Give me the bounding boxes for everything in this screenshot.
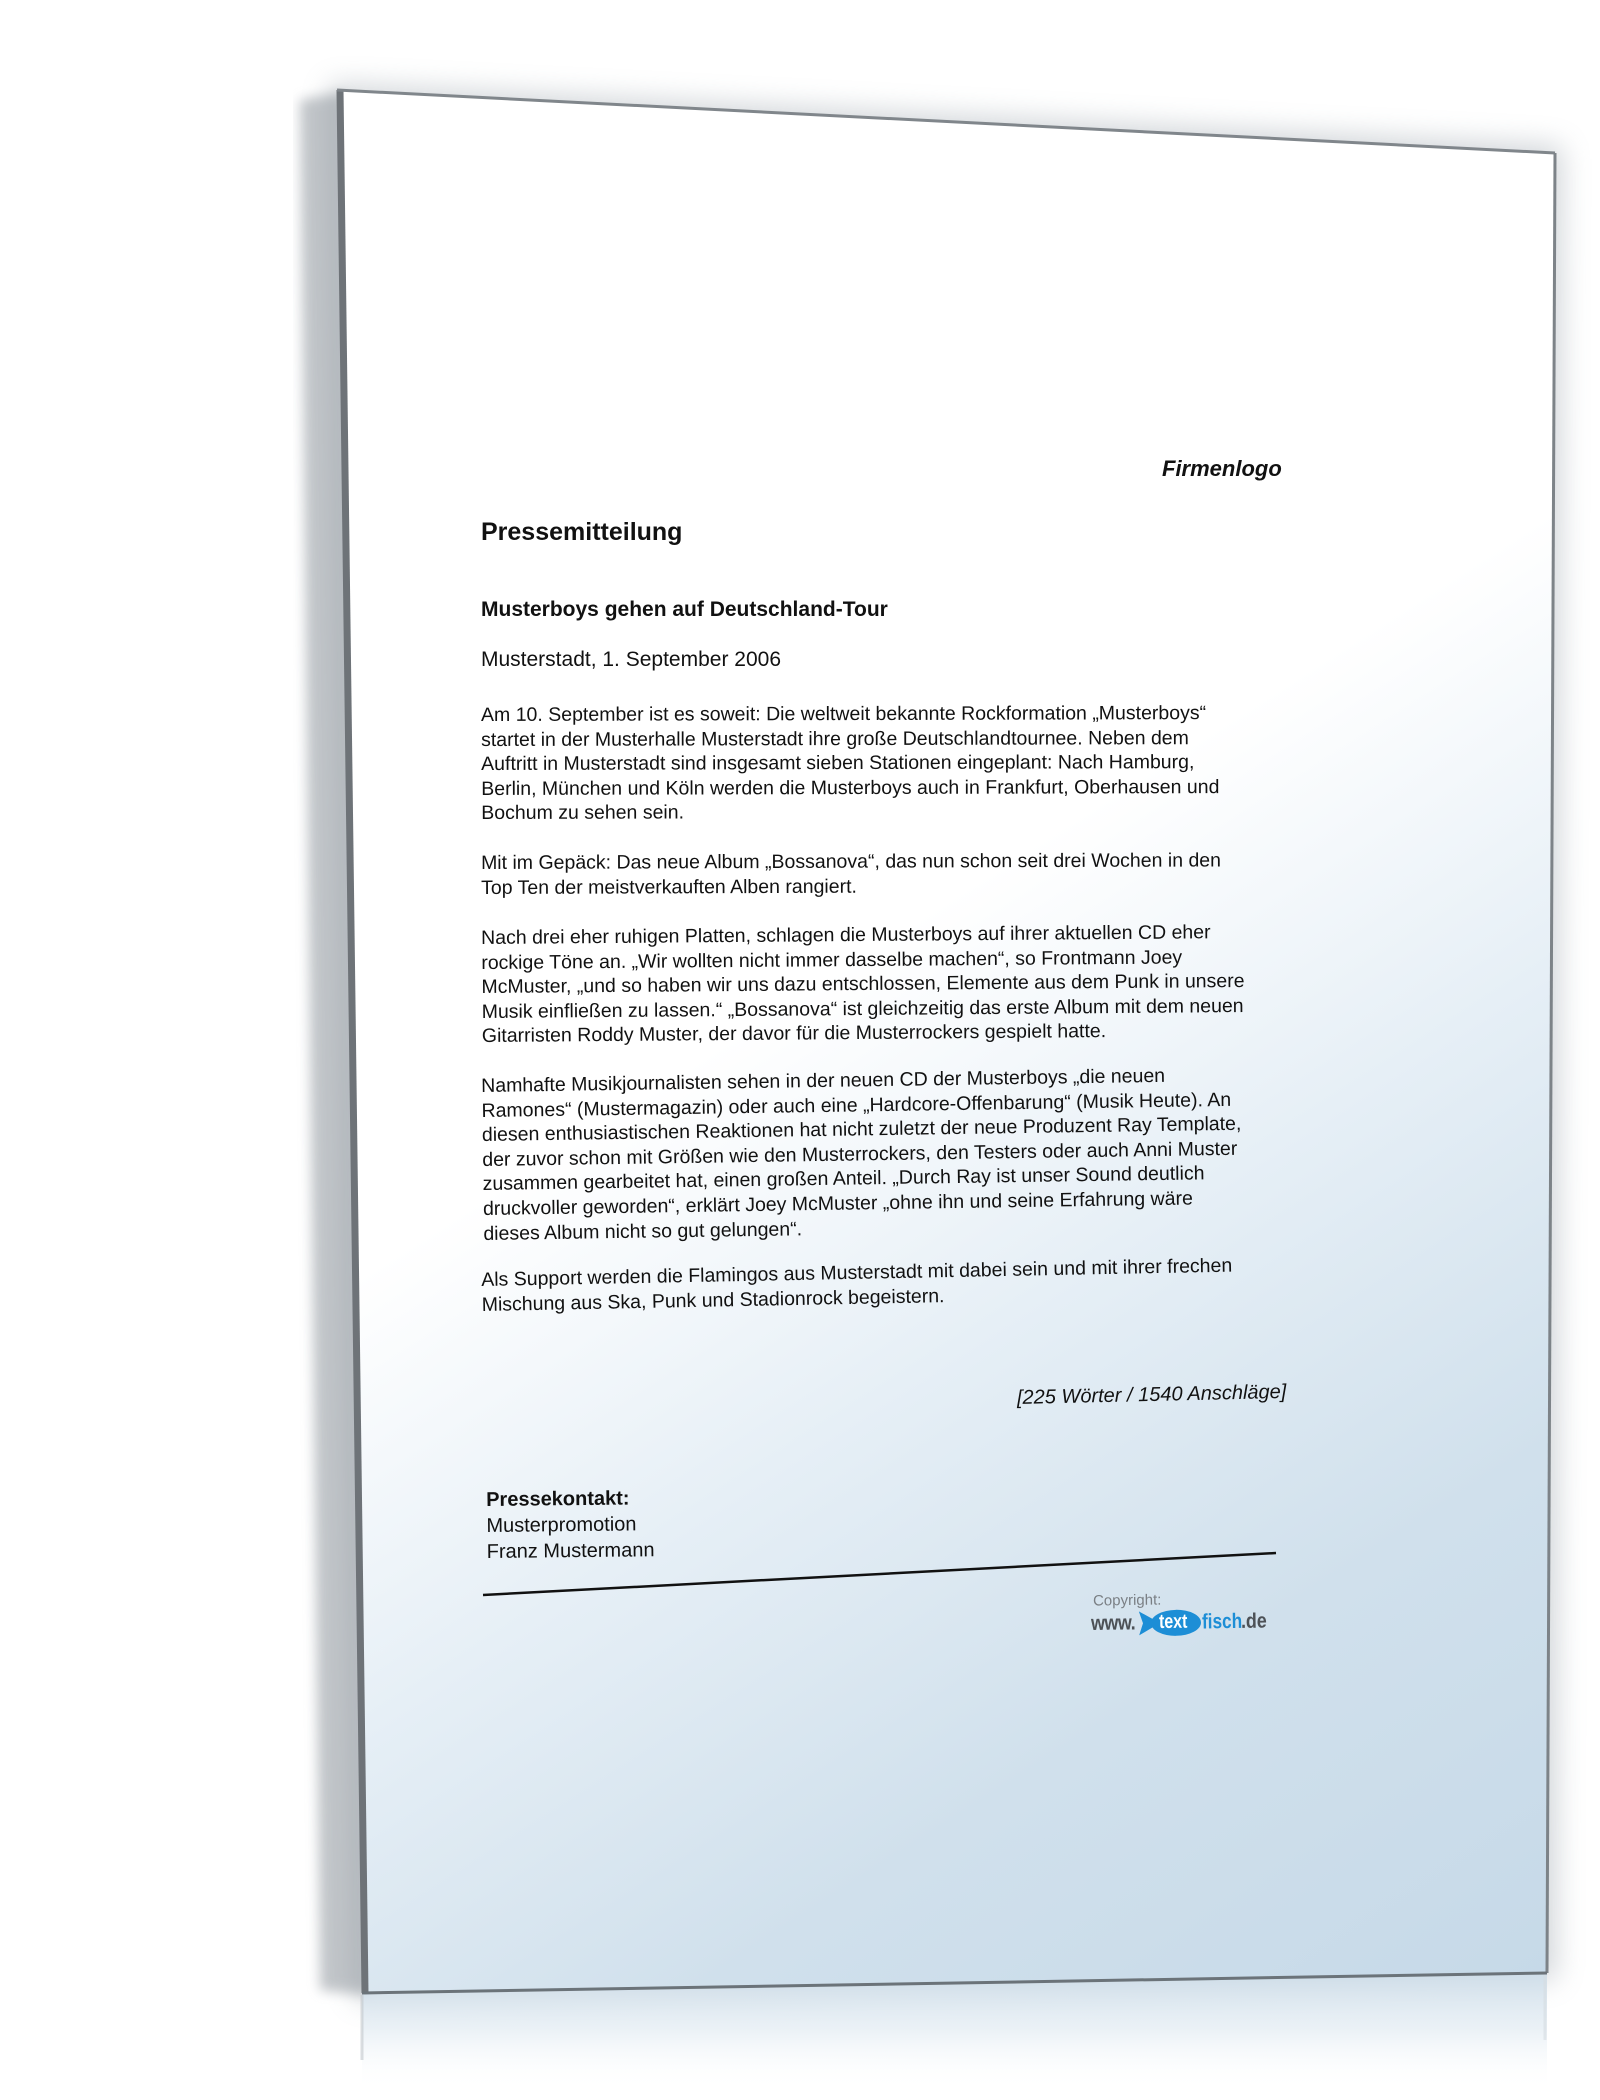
- text-line: Als Support werden die Flamingos aus Musterstadt mit dabei sein und mit ihrer frechen: [481, 1254, 1233, 1291]
- text-line: startet in der Musterhalle Musterstadt ihre große Deutschlandtournee. Neben dem: [481, 726, 1189, 751]
- textfisch-logo: [1091, 1607, 1272, 1638]
- text-line: Ramones“ (Mustermagazin) oder auch eine „Hardcore-Offenbarung“ (Musik Heute). An: [481, 1088, 1232, 1122]
- paragraph-2: [481, 848, 1221, 900]
- text-line: Mit im Gepäck: Das neue Album „Bossanova“, das nun schon seit drei Wochen in den: [481, 849, 1222, 874]
- press-release-headline: Musterboys gehen auf Deutschland-Tour: [481, 598, 888, 621]
- text-line: zusammen gearbeitet hat, einen großen Anteil. „Durch Ray ist unser Sound deutlich: [482, 1162, 1205, 1196]
- text-line: Am 10. September ist es soweit: Die weltweit bekannte Rockformation „Musterboys“: [481, 702, 1207, 726]
- paragraph-4: [481, 1063, 1243, 1246]
- text-line: Auftritt in Musterstadt sind insgesamt sieben Stationen eingeplant: Nach Hamburg,: [481, 751, 1195, 776]
- copyright-label: Copyright:: [1092, 1591, 1162, 1610]
- press-contact-company: Musterpromotion: [486, 1513, 637, 1537]
- paragraph-3: [481, 920, 1245, 1049]
- paragraph-1: [481, 701, 1220, 826]
- word-count: [225 Wörter / 1540 Anschläge]: [1016, 1380, 1287, 1409]
- text-line: der zuvor schon mit Größen wie den Musterrockers, den Testers oder auch Anni Muster: [482, 1137, 1238, 1171]
- text-line: McMuster, „und so haben wir uns dazu entschlossen, Elemente aus dem Punk in unsere: [481, 970, 1245, 999]
- logo-www: www.: [1090, 1611, 1136, 1635]
- text-line: diesen enthusiastischen Reaktionen hat nicht zuletzt der neue Produzent Ray Template,: [481, 1112, 1242, 1147]
- text-line: Bochum zu sehen sein.: [481, 801, 685, 825]
- text-line: rockige Töne an. „Wir wollten nicht immer dasselbe machen“, so Frontmann Joey: [481, 946, 1183, 974]
- text-line: Nach drei eher ruhigen Platten, schlagen die Musterboys auf ihrer aktuellen CD eher: [481, 921, 1211, 949]
- logo-fisch: fisch: [1201, 1609, 1243, 1634]
- text-line: dieses Album nicht so gut gelungen“.: [483, 1217, 803, 1245]
- text-line: Gitarristen Roddy Muster, der davor für die Musterrockers gespielt hatte.: [481, 1020, 1107, 1048]
- text-line: Berlin, München und Köln werden die Musterboys auch in Frankfurt, Oberhausen und: [481, 775, 1220, 800]
- text-line: druckvoller geworden“, erklärt Joey McMuster „ohne ihn und seine Erfahrung wäre: [482, 1187, 1194, 1220]
- text-line: Musik einfließen zu lassen.“ „Bossanova“ ist gleichzeitig das erste Album mit dem neuen: [481, 994, 1244, 1023]
- press-contact-name: Franz Mustermann: [486, 1539, 655, 1563]
- text-line: Namhafte Musikjournalisten sehen in der neuen CD der Musterboys „die neuen: [481, 1064, 1166, 1097]
- press-contact: [486, 1485, 655, 1565]
- page-title: Pressemitteilung: [481, 518, 683, 546]
- logo-text-word: text: [1158, 1610, 1188, 1634]
- company-logo-placeholder: Firmenlogo: [1162, 456, 1282, 481]
- logo-tld: .de: [1240, 1609, 1268, 1633]
- fish-icon: [1139, 1608, 1201, 1637]
- text-line: Mischung aus Ska, Punk und Stadionrock begeistern.: [481, 1284, 945, 1316]
- dateline: Musterstadt, 1. September 2006: [481, 648, 781, 671]
- text-line: Top Ten der meistverkauften Alben rangiert.: [481, 875, 857, 899]
- press-contact-label: Pressekontakt:: [486, 1487, 630, 1511]
